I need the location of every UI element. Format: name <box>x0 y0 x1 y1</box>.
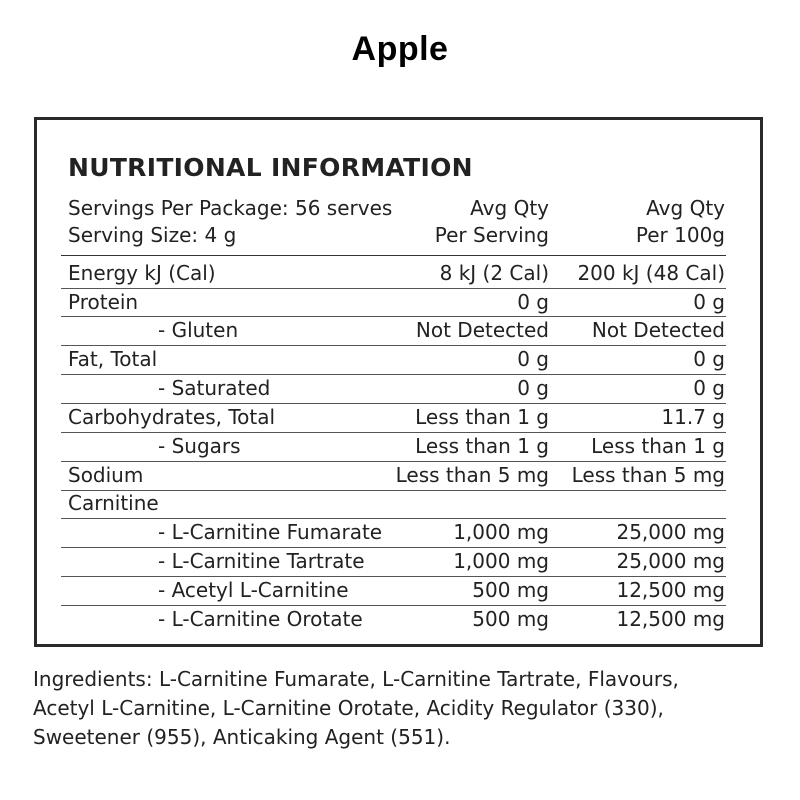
row-serving-value: 1,000 mg <box>453 549 549 573</box>
col-100g-header-line2: Per 100g <box>635 223 725 247</box>
row-per100-value: Less than 5 mg <box>571 463 725 487</box>
col-serving-header-line1: Avg Qty <box>470 196 549 220</box>
row-label: - Acetyl L-Carnitine <box>158 578 349 602</box>
row-serving-value: 8 kJ (2 Cal) <box>439 261 549 285</box>
row-label: Sodium <box>68 463 144 487</box>
ingredients-line: Ingredients: L-Carnitine Fumarate, L-Carnitine Tartrate, Flavours, <box>33 667 679 691</box>
row-serving-value: 0 g <box>517 290 549 314</box>
row-label: Protein <box>68 290 139 314</box>
row-label: - L-Carnitine Tartrate <box>158 549 365 573</box>
row-label: - Gluten <box>158 318 239 342</box>
row-per100-value: 200 kJ (48 Cal) <box>577 261 725 285</box>
row-serving-value: Not Detected <box>415 318 549 342</box>
row-serving-value: 0 g <box>517 347 549 371</box>
row-per100-value: 25,000 mg <box>616 520 725 544</box>
row-serving-value: 0 g <box>517 376 549 400</box>
row-serving-value: 1,000 mg <box>453 520 549 544</box>
row-label: Carnitine <box>68 491 159 515</box>
row-per100-value: 11.7 g <box>661 405 725 429</box>
row-label: - Saturated <box>158 376 271 400</box>
row-serving-value: Less than 1 g <box>415 434 549 458</box>
row-per100-value: 12,500 mg <box>616 578 725 602</box>
col-100g-header-line1: Avg Qty <box>646 196 725 220</box>
row-label: Energy kJ (Cal) <box>68 261 216 285</box>
nutrition-panel <box>34 117 763 647</box>
product-title: Apple <box>351 30 449 68</box>
row-divider <box>61 288 726 289</box>
serving-size: Serving Size: 4 g <box>68 223 237 247</box>
ingredients-line: Sweetener (955), Anticaking Agent (551). <box>33 725 451 749</box>
header-divider <box>61 255 726 256</box>
row-label: Carbohydrates, Total <box>68 405 276 429</box>
row-per100-value: Less than 1 g <box>591 434 725 458</box>
row-serving-value: 500 mg <box>472 578 549 602</box>
row-serving-value: 500 mg <box>472 607 549 631</box>
ingredients-line: Acetyl L-Carnitine, L-Carnitine Orotate, Acidity Regulator (330), <box>33 696 664 720</box>
row-serving-value: Less than 1 g <box>415 405 549 429</box>
row-label: - L-Carnitine Fumarate <box>158 520 383 544</box>
ingredients-statement <box>33 665 773 752</box>
servings-per-package: Servings Per Package: 56 serves <box>68 196 393 220</box>
row-per100-value: 12,500 mg <box>616 607 725 631</box>
row-per100-value: 25,000 mg <box>616 549 725 573</box>
row-divider <box>61 490 726 491</box>
col-serving-header-line2: Per Serving <box>434 223 549 247</box>
row-per100-value: 0 g <box>693 376 725 400</box>
row-divider <box>61 345 726 346</box>
row-label: - L-Carnitine Orotate <box>158 607 363 631</box>
row-serving-value: Less than 5 mg <box>395 463 549 487</box>
row-label: Fat, Total <box>68 347 158 371</box>
row-per100-value: Not Detected <box>591 318 725 342</box>
row-per100-value: 0 g <box>693 290 725 314</box>
row-label: - Sugars <box>158 434 241 458</box>
panel-heading: NUTRITIONAL INFORMATION <box>68 153 473 182</box>
row-per100-value: 0 g <box>693 347 725 371</box>
